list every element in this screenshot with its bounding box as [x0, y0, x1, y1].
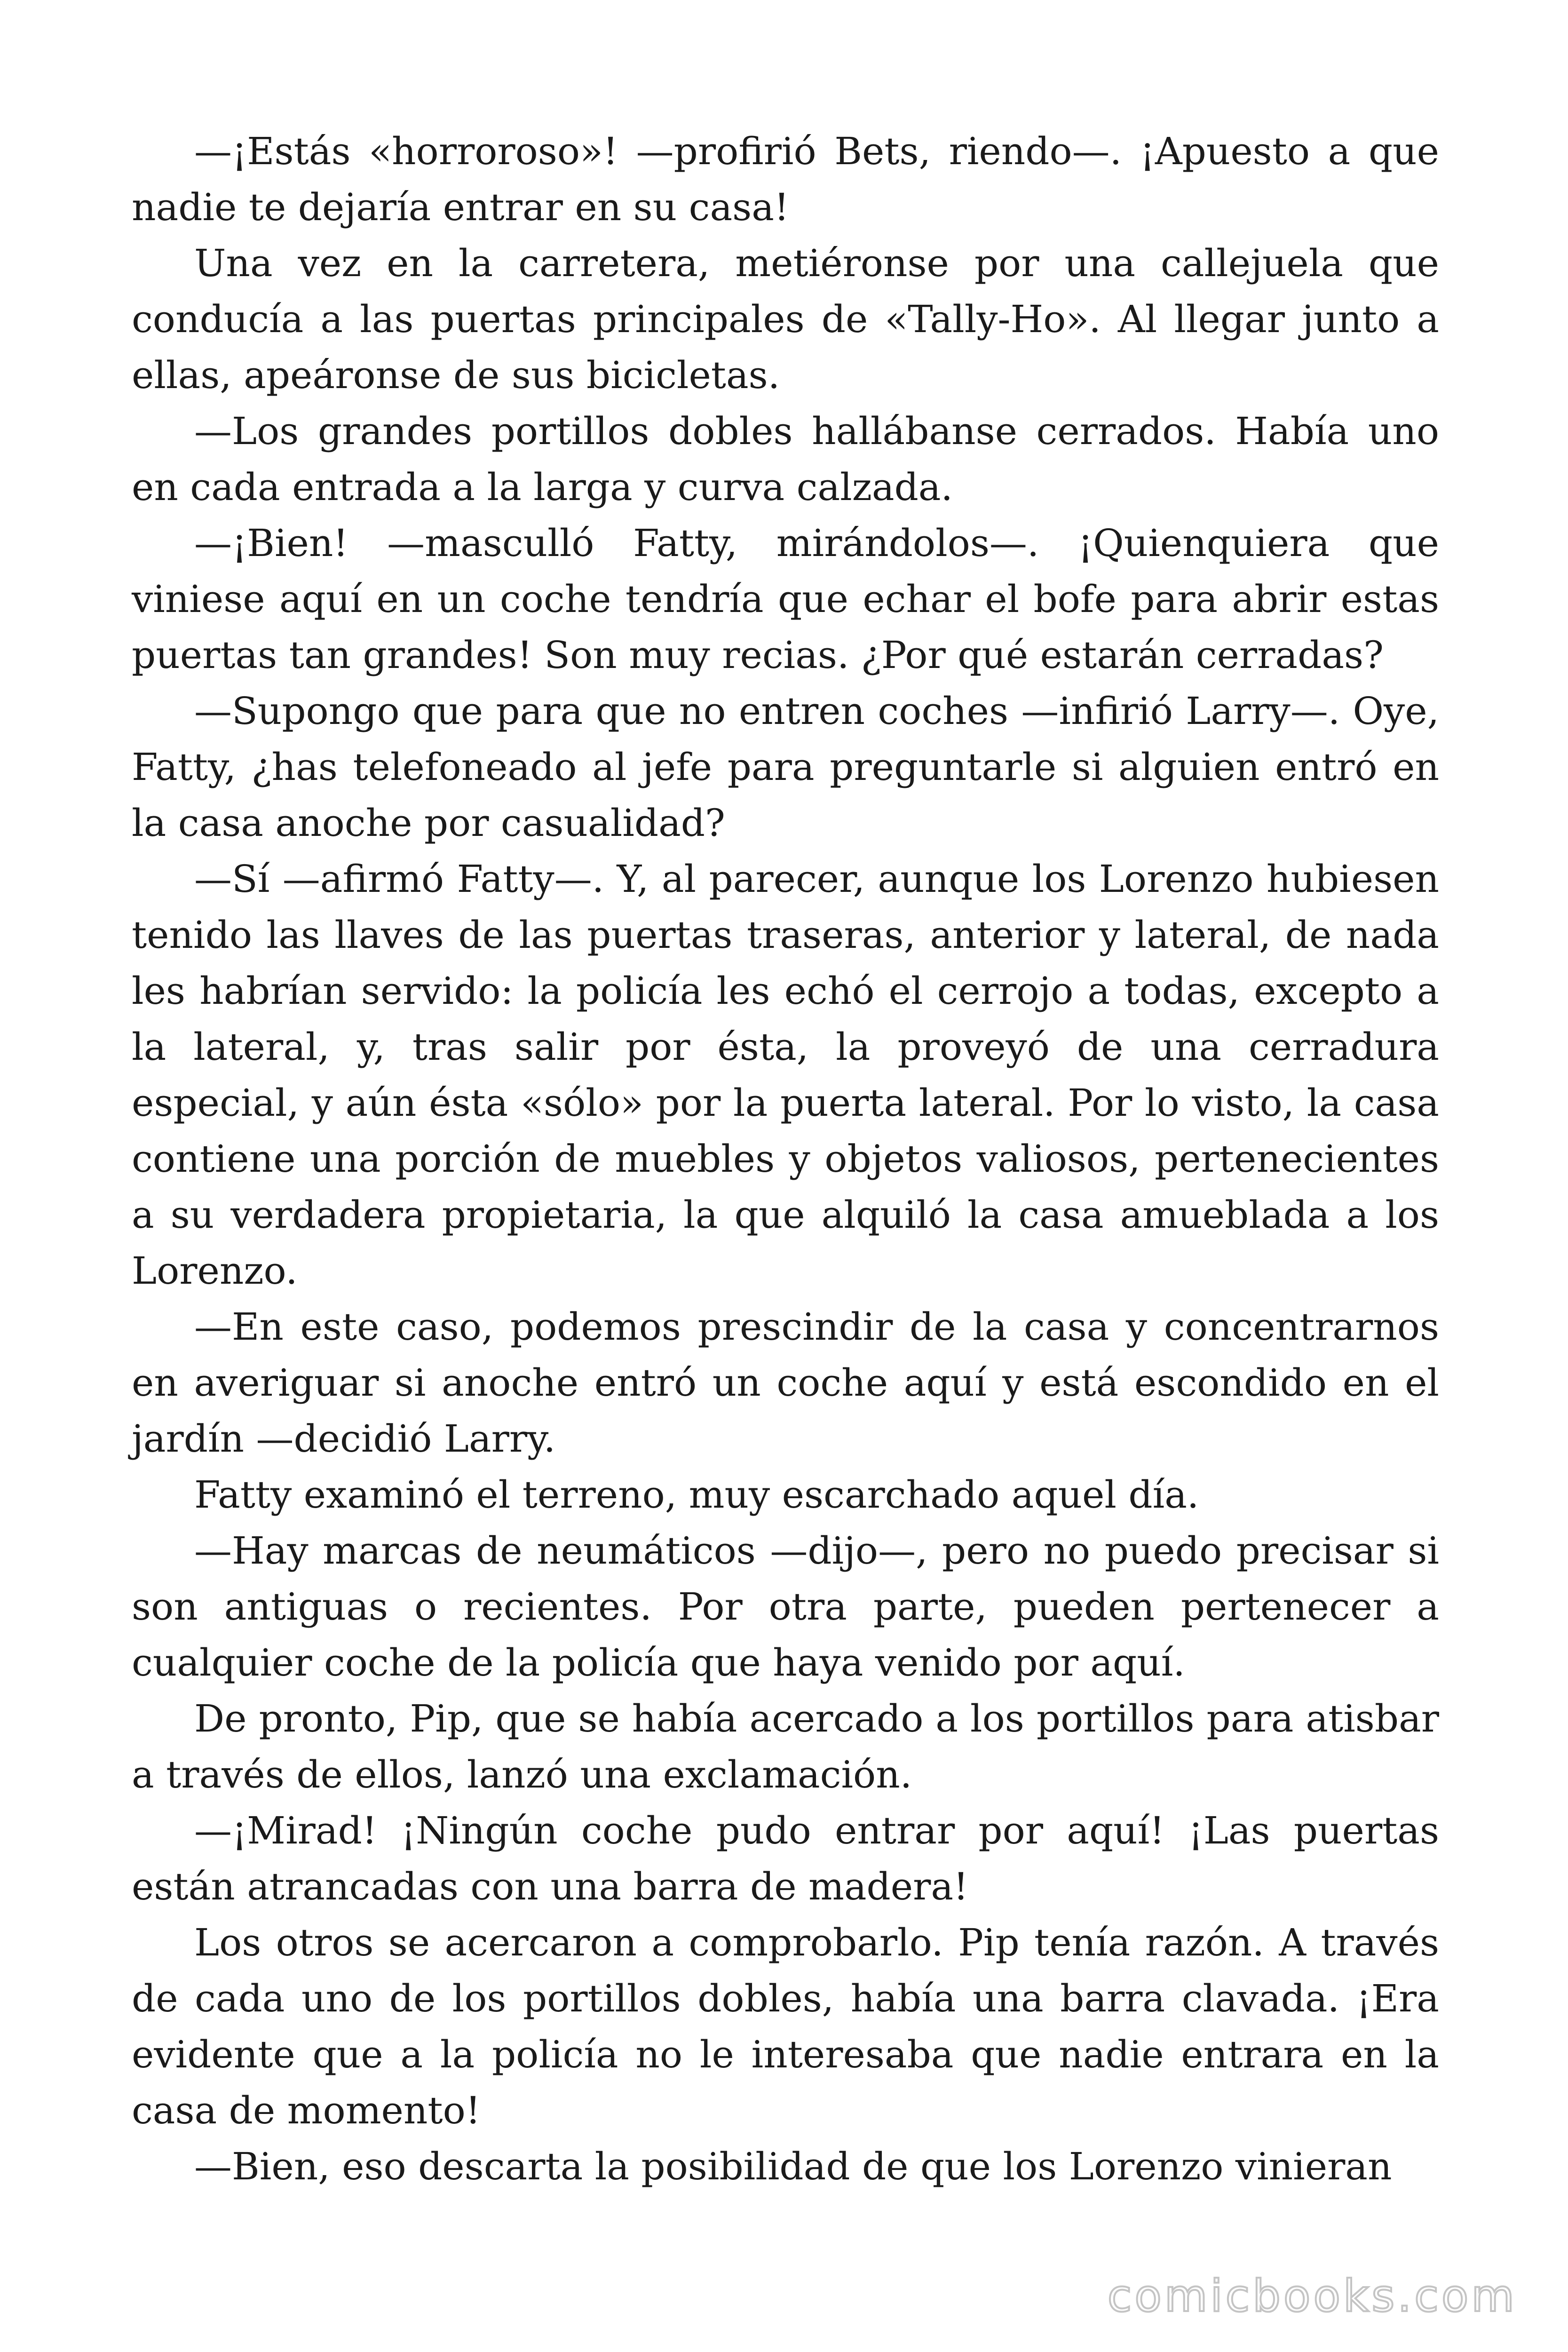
paragraph: —Los grandes portillos dobles hallábanse cerrados. Había uno en cada entrada a la larga y curva calzada.	[132, 409, 1439, 509]
paragraph: —Sí —afirmó Fatty—. Y, al parecer, aunque los Lorenzo hubiesen tenido las llaves de las puertas traseras, anterior y lateral, de nada les habrían servido: la policía les echó el cerrojo a todas, excepto a la lateral, y, tras salir por ésta, la proveyó de una cerradura especial, y aún ésta «sólo» por la puerta lateral. Por lo visto, la casa contiene una porción de muebles y objetos valiosos, pertenecientes a su verdadera propietaria, la que alquiló la casa amueblada a los Lorenzo.	[132, 857, 1439, 1293]
paragraph: —Bien, eso descarta la posibilidad de que los Lorenzo vinieran	[194, 2145, 1392, 2188]
body-text	[132, 123, 1439, 2194]
paragraph: —¡Estás «horroroso»! —profirió Bets, riendo—. ¡Apuesto a que nadie te dejaría entrar en su casa!	[132, 129, 1439, 229]
paragraph: De pronto, Pip, que se había acercado a los portillos para atisbar a través de ellos, lanzó una exclamación.	[132, 1697, 1439, 1796]
paragraph: Los otros se acercaron a comprobarlo. Pip tenía razón. A través de cada uno de los portillos dobles, había una barra clavada. ¡Era evidente que a la policía no le interesaba que nadie entrara en la casa de momento!	[132, 1921, 1439, 2132]
paragraph: —Hay marcas de neumáticos —dijo—, pero no puedo precisar si son antiguas o recientes. Por otra parte, pueden pertenecer a cualquier coche de la policía que haya venido por aquí.	[132, 1529, 1439, 1685]
paragraph: —¡Bien! —masculló Fatty, mirándolos—. ¡Quienquiera que viniese aquí en un coche tendría que echar el bofe para abrir estas puertas tan grandes! Son muy recias. ¿Por qué estarán cerradas?	[132, 521, 1439, 677]
paragraph: Una vez en la carretera, metiéronse por una callejuela que conducía a las puertas principales de «Tally-Ho». Al llegar junto a ellas, apeáronse de sus bicicletas.	[132, 241, 1439, 397]
watermark: comicbooks.com	[1107, 2271, 1517, 2322]
paragraph: Fatty examinó el terreno, muy escarchado aquel día.	[194, 1473, 1199, 1517]
paragraph: —En este caso, podemos prescindir de la casa y concentrarnos en averiguar si anoche entró un coche aquí y está escondido en el jardín —decidió Larry.	[132, 1305, 1439, 1461]
paragraph: —¡Mirad! ¡Ningún coche pudo entrar por aquí! ¡Las puertas están atrancadas con una barra de madera!	[132, 1809, 1439, 1908]
paragraph: —Supongo que para que no entren coches —infirió Larry—. Oye, Fatty, ¿has telefoneado al jefe para preguntarle si alguien entró en la casa anoche por casualidad?	[132, 689, 1439, 845]
